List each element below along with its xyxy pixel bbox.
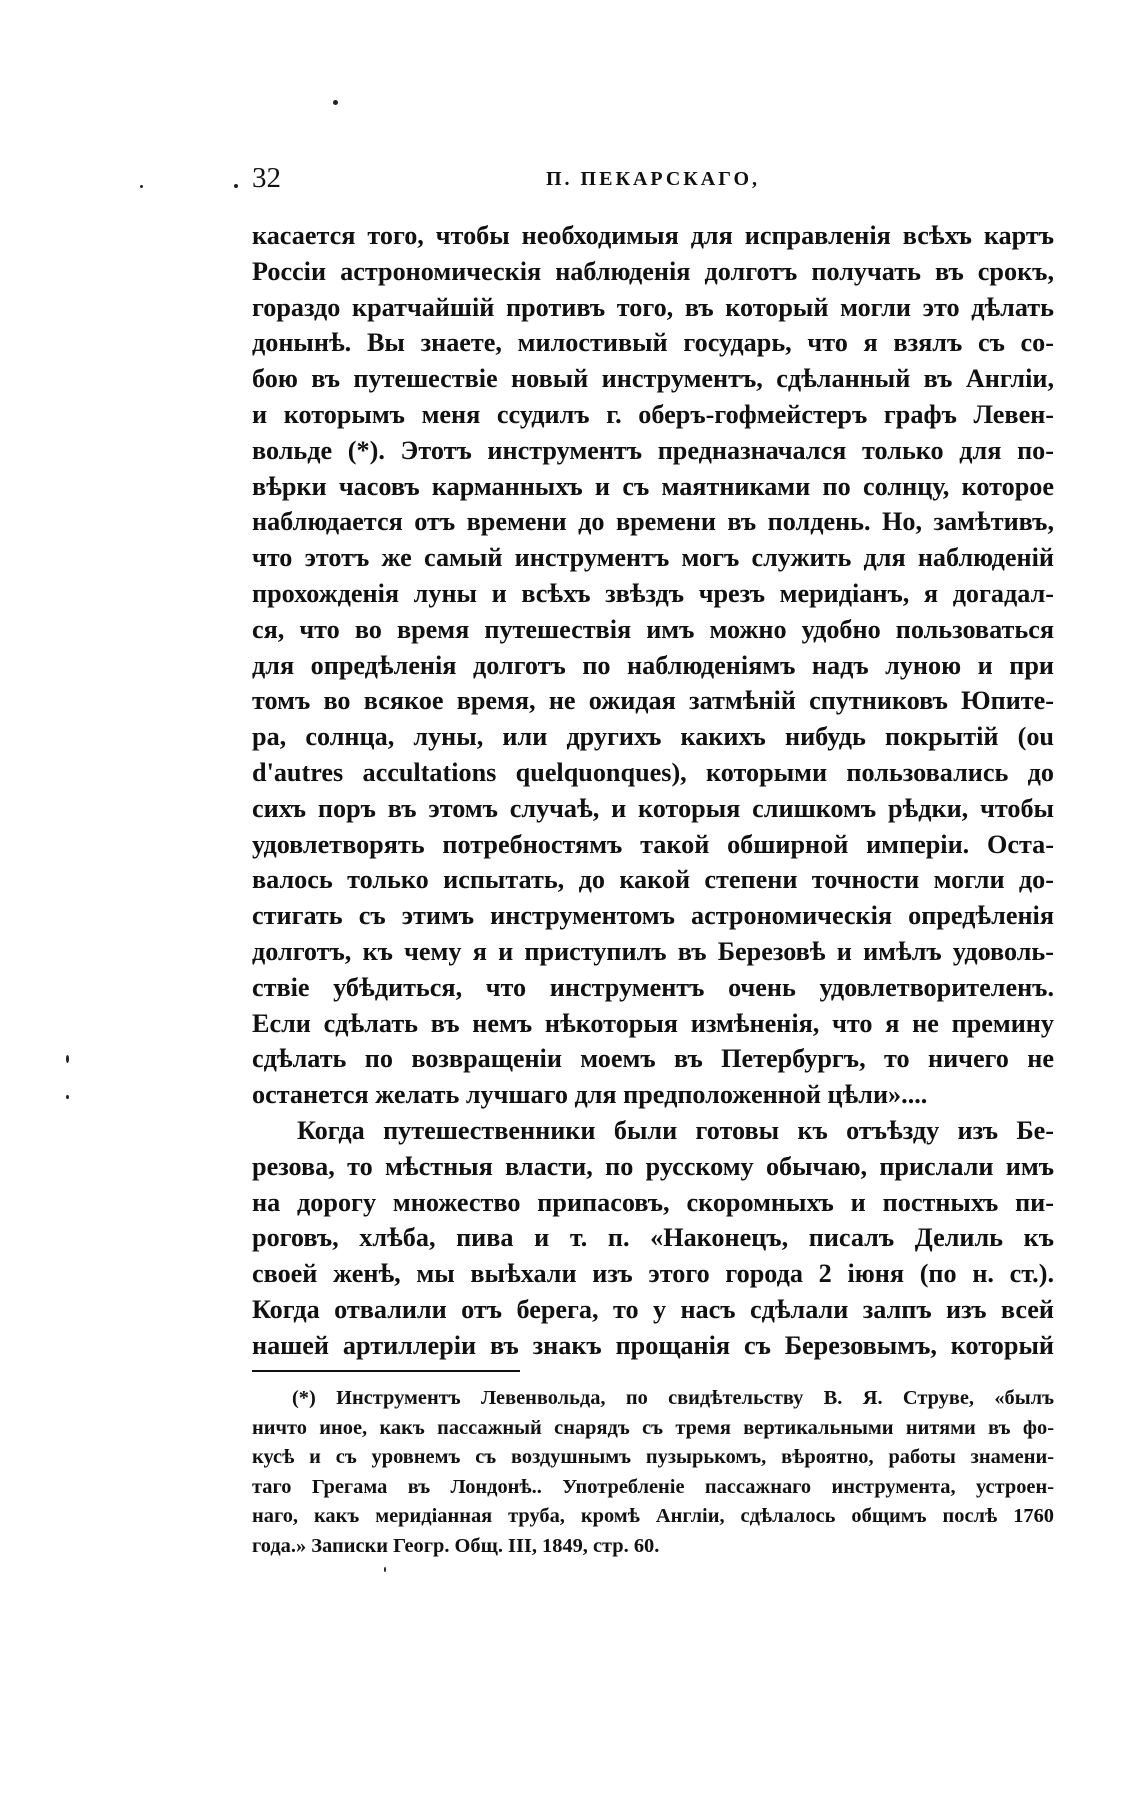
text-line: останется желать лучшаго для предположенной цѣли».... (252, 1080, 928, 1110)
ink-speck (66, 1055, 69, 1063)
text-line: сдѣлать по возвращеніи моемъ въ Петербургъ, то ничего не (252, 1044, 1054, 1074)
text-line: ра, солнца, луны, или другихъ какихъ нибудь покрытій (ou (252, 722, 1054, 752)
footnote-line: наго, какъ меридіанная труба, кромѣ Англіи, сдѣлалось общимъ послѣ 1760 (252, 1505, 1054, 1528)
running-head (252, 160, 1054, 200)
text-line: гораздо кратчайшій противъ того, въ который могли это дѣлать (252, 292, 1054, 322)
text-line: наблюдается отъ времени до времени въ полдень. Но, замѣтивъ, (252, 507, 1054, 537)
footnote-line: года.» Записки Геогр. Общ. III, 1849, стр. 60. (252, 1534, 660, 1557)
running-title: П. ПЕКАРСКАГО, (545, 168, 761, 190)
text-line: донынѣ. Вы знаете, милостивый государь, что я взялъ съ со- (252, 328, 1054, 358)
footnote-line: таго Грегама въ Лондонѣ.. Употребленіе пассажнаго инструмента, устроен- (252, 1475, 1054, 1498)
text-line: роговъ, хлѣба, пива и т. п. «Наконецъ, писалъ Делиль къ (252, 1223, 1054, 1253)
text-line: Когда отвалили отъ берега, то у насъ сдѣлали залпъ изъ всей (252, 1294, 1054, 1324)
text-line: удовлетворять потребностямъ такой обширной имперіи. Оста- (252, 829, 1054, 859)
footnote-line: кусѣ и съ уровнемъ съ воздушнымъ пузырькомъ, вѣроятно, работы знамени- (252, 1446, 1054, 1469)
text-line: своей женѣ, мы выѣхали изъ этого города 2 іюня (по н. ст.). (252, 1259, 1054, 1289)
text-line: сихъ поръ въ этомъ случаѣ, и которыя слишкомъ рѣдки, чтобы (252, 793, 1054, 823)
text-line: вѣрки часовъ карманныхъ и съ маятниками по солнцу, которое (252, 471, 1054, 501)
text-line: для опредѣленія долготъ по наблюденіямъ надъ луною и при (252, 650, 1054, 680)
text-line: бою въ путешествіе новый инструментъ, сдѣланный въ Англіи, (252, 364, 1054, 394)
main-text (252, 218, 1054, 1364)
text-line: Если сдѣлать въ немъ нѣкоторыя измѣненія, что я не премину (252, 1008, 1054, 1038)
text-line: касается того, чтобы необходимыя для исправленія всѣхъ картъ (252, 221, 1054, 250)
text-line: резова, то мѣстныя власти, по русскому обычаю, прислали имъ (252, 1151, 1054, 1181)
text-line: стигать съ этимъ инструментомъ астрономическія опредѣленія (252, 901, 1054, 931)
text-line: томъ во всякое время, не ожидая затмѣній спутниковъ Юпите- (252, 686, 1054, 716)
text-line: долготъ, къ чему я и приступилъ въ Березовѣ и имѣлъ удоволь- (252, 936, 1054, 966)
text-line: прохожденія луны и всѣхъ звѣздъ чрезъ меридіанъ, я догадал- (252, 578, 1054, 608)
text-line: нашей артиллеріи въ знакъ прощанія съ Березовымъ, который (252, 1330, 1054, 1360)
footnote-rule (252, 1370, 520, 1372)
ink-speck (234, 184, 238, 188)
text-line: валось только испытать, до какой степени точности могли до- (252, 865, 1054, 895)
text-line: что этотъ же самый инструментъ могъ служить для наблюденій (252, 543, 1054, 573)
text-line: d'autres accultations quelquonques), которыми пользовались до (252, 757, 1054, 787)
text-line: ся, что во время путешествія имъ можно удобно пользоваться (252, 614, 1054, 644)
footnote-line: ничто иное, какъ пассажный снарядъ съ тремя вертикальными нитями въ фо- (252, 1416, 1054, 1439)
text-line: вольде (*). Этотъ инструментъ предназначался только для по- (252, 435, 1054, 465)
text-line: и которымъ меня ссудилъ г. оберъ-гофмейстеръ графъ Левен- (252, 399, 1054, 429)
footnote (252, 1384, 1054, 1562)
ink-speck (384, 1567, 386, 1572)
footnote-line: (*) Инструментъ Левенвольда, по свидѣтельству В. Я. Струве, «былъ (292, 1387, 1054, 1409)
page-number: 32 (252, 162, 281, 194)
ink-speck (66, 1095, 69, 1099)
text-line: ствіе убѣдиться, что инструментъ очень удовлетворителенъ. (252, 972, 1054, 1002)
paragraph-start-line: Когда путешественники были готовы къ отъѣзду изъ Бе- (297, 1115, 1054, 1145)
text-line: Россіи астрономическія наблюденія долготъ получать въ срокъ, (252, 256, 1054, 286)
ink-speck (333, 100, 338, 105)
text-line: на дорогу множество припасовъ, скоромныхъ и постныхъ пи- (252, 1187, 1054, 1217)
ink-speck (140, 185, 143, 188)
